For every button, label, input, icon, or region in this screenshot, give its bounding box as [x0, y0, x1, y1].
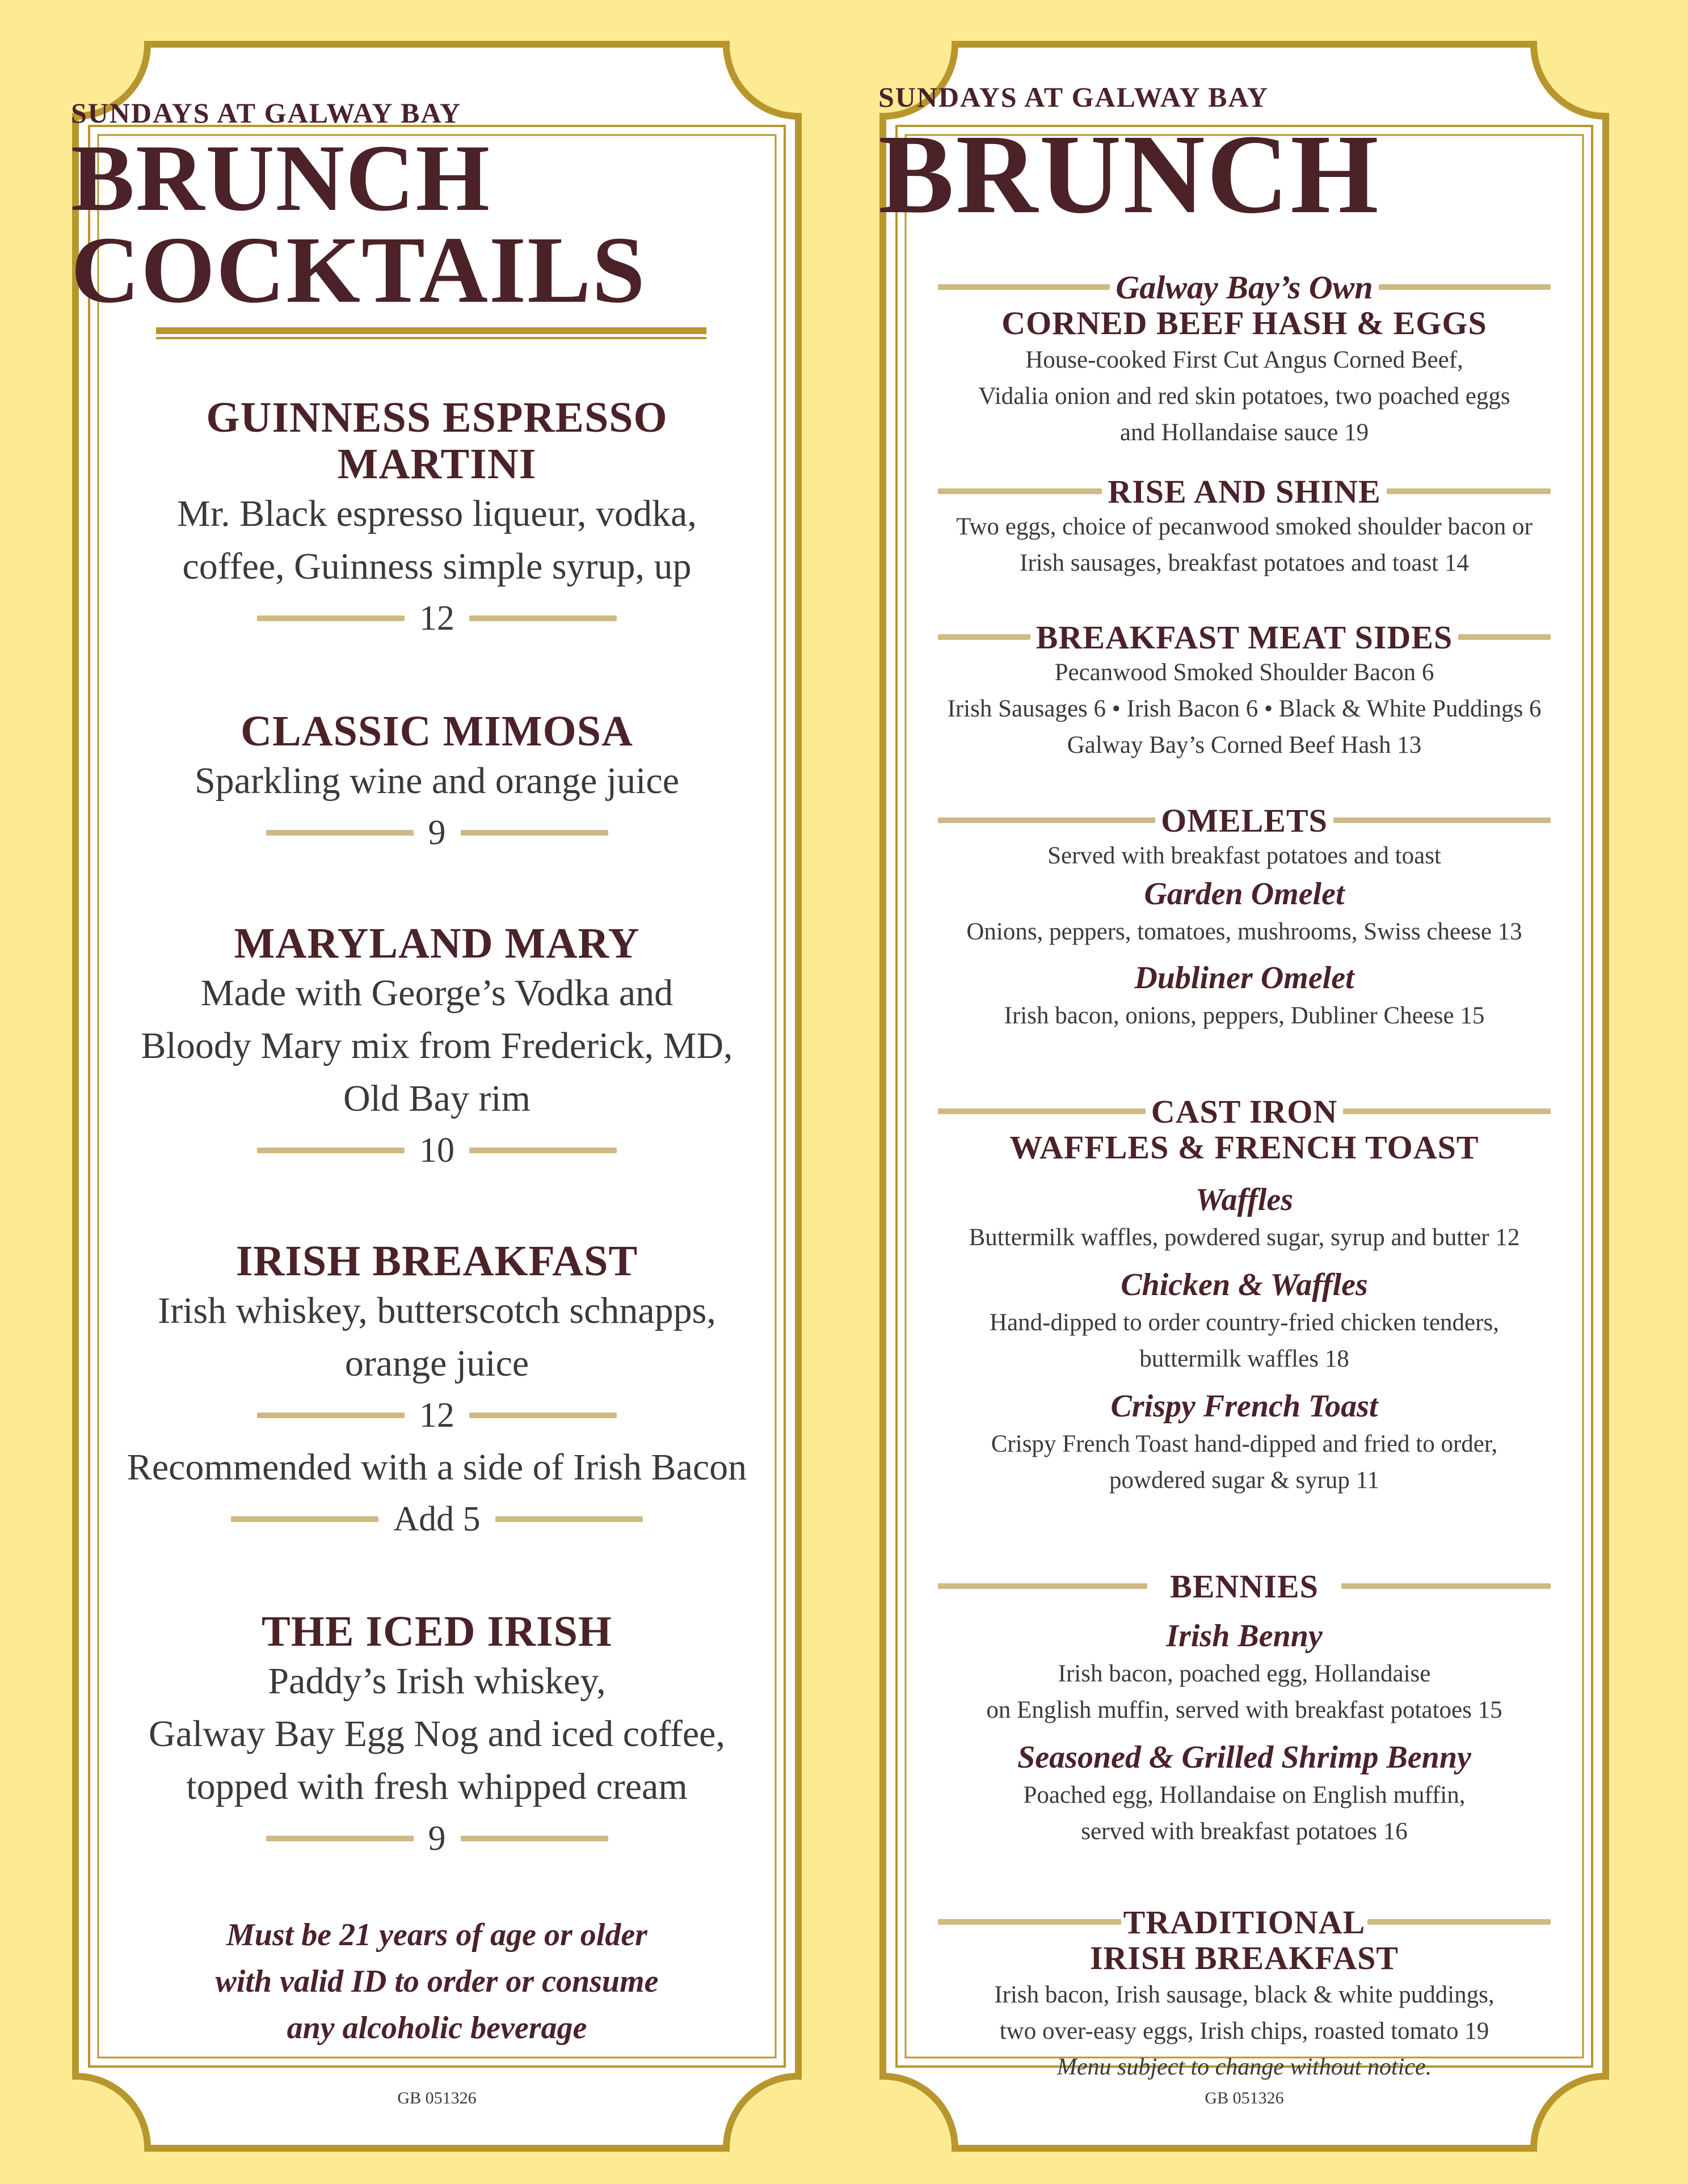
gold-rule — [469, 615, 617, 621]
drink-maryland-mary — [71, 920, 803, 1176]
menu-code: GB 051326 — [397, 2089, 477, 2107]
item-description: Crispy French Toast hand-dipped and fried to order, — [991, 1431, 1498, 1457]
gold-rule — [257, 1148, 405, 1153]
section-heading — [938, 619, 1551, 655]
gold-rule — [1333, 817, 1551, 823]
menu-code: GB 051326 — [1205, 2089, 1284, 2107]
drink-description: Galway Bay Egg Nog and iced coffee, — [149, 1713, 725, 1755]
drink-description: Paddy’s Irish whiskey, — [268, 1660, 606, 1702]
item-name: Waffles — [1195, 1182, 1294, 1217]
item-name: Crispy French Toast — [1110, 1389, 1378, 1424]
drink-price: 12 — [419, 598, 454, 638]
item-description: Vidalia onion and red skin potatoes, two poached eggs — [978, 383, 1510, 410]
section-bennies — [878, 1569, 1610, 1850]
item-description: and Hollandaise sauce 19 — [1119, 419, 1369, 446]
drink-description: orange juice — [344, 1343, 529, 1385]
section-waffles-french-toast — [878, 1094, 1610, 1499]
section-omelets — [878, 803, 1610, 1034]
gold-rule — [938, 1108, 1146, 1114]
section-title: Galway Bay’s Own — [1115, 268, 1373, 306]
age-warning — [71, 1912, 803, 2051]
section-title: OMELETS — [1161, 802, 1328, 839]
gold-rule — [938, 284, 1110, 290]
drink-price: 9 — [428, 1819, 446, 1858]
section-title: BREAKFAST MEAT SIDES — [1035, 618, 1453, 656]
gold-rule — [1341, 1583, 1551, 1589]
drink-description: Old Bay rim — [343, 1078, 531, 1120]
gold-rule — [469, 1148, 617, 1153]
age-warning-line: Must be 21 years of age or older — [226, 1917, 647, 1953]
item-description: buttermilk waffles 18 — [1139, 1346, 1349, 1372]
gold-rule — [1367, 1919, 1551, 1925]
item-description: Two eggs, choice of pecanwood smoked shoulder bacon or — [956, 513, 1533, 540]
drink-description: Made with George’s Vodka and — [200, 972, 673, 1014]
drink-name: GUINNESS ESPRESSO — [206, 394, 668, 441]
drink-description: topped with fresh whipped cream — [186, 1766, 688, 1808]
addon-text: Recommended with a side of Irish Bacon — [127, 1447, 747, 1489]
item-description: Irish bacon, Irish sausage, black & white puddings, — [994, 1981, 1495, 2008]
age-warning-line: any alcoholic beverage — [287, 2010, 587, 2046]
item-description: Onions, peppers, tomatoes, mushrooms, Swiss cheese 13 — [966, 918, 1522, 945]
drink-name: THE ICED IRISH — [262, 1608, 612, 1655]
item-description: House-cooked First Cut Angus Corned Beef, — [1025, 347, 1463, 373]
section-heading — [938, 474, 1551, 509]
drink-description: coffee, Guinness simple syrup, up — [182, 546, 692, 588]
section-corned-beef-hash — [878, 269, 1610, 451]
gold-rule — [938, 1583, 1147, 1589]
section-heading — [938, 1094, 1551, 1129]
addon-price-divider — [71, 1494, 803, 1545]
drink-classic-mimosa — [71, 708, 803, 858]
item-description: Hand-dipped to order country-fried chicken tenders, — [990, 1309, 1499, 1336]
section-subtitle: WAFFLES & FRENCH TOAST — [1009, 1129, 1479, 1166]
cocktails-title-line1: BRUNCH — [71, 125, 491, 231]
price-divider — [71, 1813, 803, 1864]
gold-rule — [257, 1413, 405, 1418]
gold-rule — [266, 830, 414, 836]
menu-change-note: Menu subject to change without notice. — [1056, 2054, 1432, 2080]
item-description: Irish Sausages 6 • Irish Bacon 6 • Black & White Puddings 6 — [947, 695, 1542, 722]
drink-the-iced-irish — [71, 1608, 803, 1864]
gold-rule — [461, 1836, 608, 1841]
drink-price: 9 — [428, 813, 446, 852]
item-description: two over-easy eggs, Irish chips, roasted tomato 19 — [999, 2018, 1489, 2044]
drink-guinness-espresso-martini — [71, 394, 803, 644]
drink-name: MARYLAND MARY — [234, 920, 640, 967]
gold-rule — [1343, 1108, 1551, 1114]
item-description: powdered sugar & syrup 11 — [1109, 1467, 1380, 1494]
item-name: Dubliner Omelet — [1134, 960, 1354, 996]
section-rise-and-shine — [878, 474, 1610, 581]
section-subtitle: IRISH BREAKFAST — [1089, 1940, 1399, 1976]
cocktails-title-line2: COCKTAILS — [71, 217, 646, 323]
age-warning-line: with valid ID to order or consume — [215, 1964, 659, 1999]
section-title: RISE AND SHINE — [1108, 473, 1381, 510]
item-name: Garden Omelet — [1144, 876, 1345, 912]
gold-rule — [266, 1836, 414, 1841]
item-description: Pecanwood Smoked Shoulder Bacon 6 — [1054, 659, 1434, 686]
gold-rule — [1379, 284, 1551, 290]
item-description: Galway Bay’s Corned Beef Hash 13 — [1067, 732, 1422, 758]
gold-rule — [938, 488, 1102, 494]
section-title: BENNIES — [1170, 1567, 1319, 1605]
price-divider — [71, 593, 803, 644]
section-heading — [938, 1904, 1551, 1940]
item-description: on English muffin, served with breakfast potatoes 15 — [986, 1697, 1502, 1723]
addon-price: Add 5 — [393, 1499, 481, 1538]
item-description: Poached egg, Hollandaise on English muffin, — [1023, 1782, 1466, 1808]
item-name: Seasoned & Grilled Shrimp Benny — [1017, 1740, 1471, 1775]
brunch-menu-panel — [878, 40, 1610, 2153]
section-intro: Served with breakfast potatoes and toast — [1047, 842, 1441, 869]
drink-description: Bloody Mary mix from Frederick, MD, — [141, 1025, 733, 1067]
drink-name: CLASSIC MIMOSA — [241, 707, 633, 755]
drink-price: 10 — [419, 1131, 454, 1170]
title-underline-rule — [156, 326, 706, 341]
item-description: Buttermilk waffles, powdered sugar, syrup and butter 12 — [969, 1224, 1520, 1251]
price-divider — [71, 1125, 803, 1176]
section-heading — [938, 1569, 1551, 1604]
gold-rule — [495, 1516, 643, 1522]
drink-description: Sparkling wine and orange juice — [194, 760, 680, 802]
cocktails-menu-panel — [71, 40, 803, 2153]
section-traditional-irish-breakfast — [878, 1904, 1610, 2050]
gold-rule — [257, 615, 405, 621]
drink-price: 12 — [419, 1395, 454, 1435]
gold-rule — [938, 1919, 1121, 1925]
item-description: Irish sausages, breakfast potatoes and toast 14 — [1020, 550, 1469, 576]
section-breakfast-meat-sides — [878, 619, 1610, 764]
section-title: CAST IRON — [1151, 1093, 1338, 1130]
brunch-title: BRUNCH — [878, 112, 1380, 237]
section-heading — [938, 269, 1551, 305]
item-description: served with breakfast potatoes 16 — [1081, 1818, 1408, 1845]
price-divider — [71, 1390, 803, 1441]
gold-rule — [1387, 488, 1551, 494]
gold-rule — [469, 1413, 617, 1418]
drink-description: Irish whiskey, butterscotch schnapps, — [158, 1290, 716, 1332]
item-description: Irish bacon, poached egg, Hollandaise — [1058, 1660, 1431, 1687]
gold-rule — [461, 830, 608, 836]
section-heading — [938, 803, 1551, 838]
brunch-kicker: SUNDAYS AT GALWAY BAY — [878, 81, 1269, 113]
section-title: TRADITIONAL — [1123, 1903, 1366, 1941]
price-divider — [71, 807, 803, 858]
drink-name: MARTINI — [337, 440, 537, 488]
gold-rule — [231, 1516, 378, 1522]
item-name: Chicken & Waffles — [1121, 1267, 1368, 1302]
drink-description: Mr. Black espresso liqueur, vodka, — [177, 493, 697, 535]
item-description: Irish bacon, onions, peppers, Dubliner Cheese 15 — [1004, 1002, 1485, 1029]
gold-rule — [938, 634, 1030, 640]
drink-name: IRISH BREAKFAST — [235, 1237, 638, 1285]
drink-irish-breakfast — [71, 1238, 803, 1545]
gold-rule — [1458, 634, 1551, 640]
item-name: Irish Benny — [1166, 1618, 1323, 1654]
cocktails-kicker: SUNDAYS AT GALWAY BAY — [71, 97, 462, 129]
gold-rule — [938, 817, 1155, 823]
section-subtitle: CORNED BEEF HASH & EGGS — [1001, 305, 1487, 341]
